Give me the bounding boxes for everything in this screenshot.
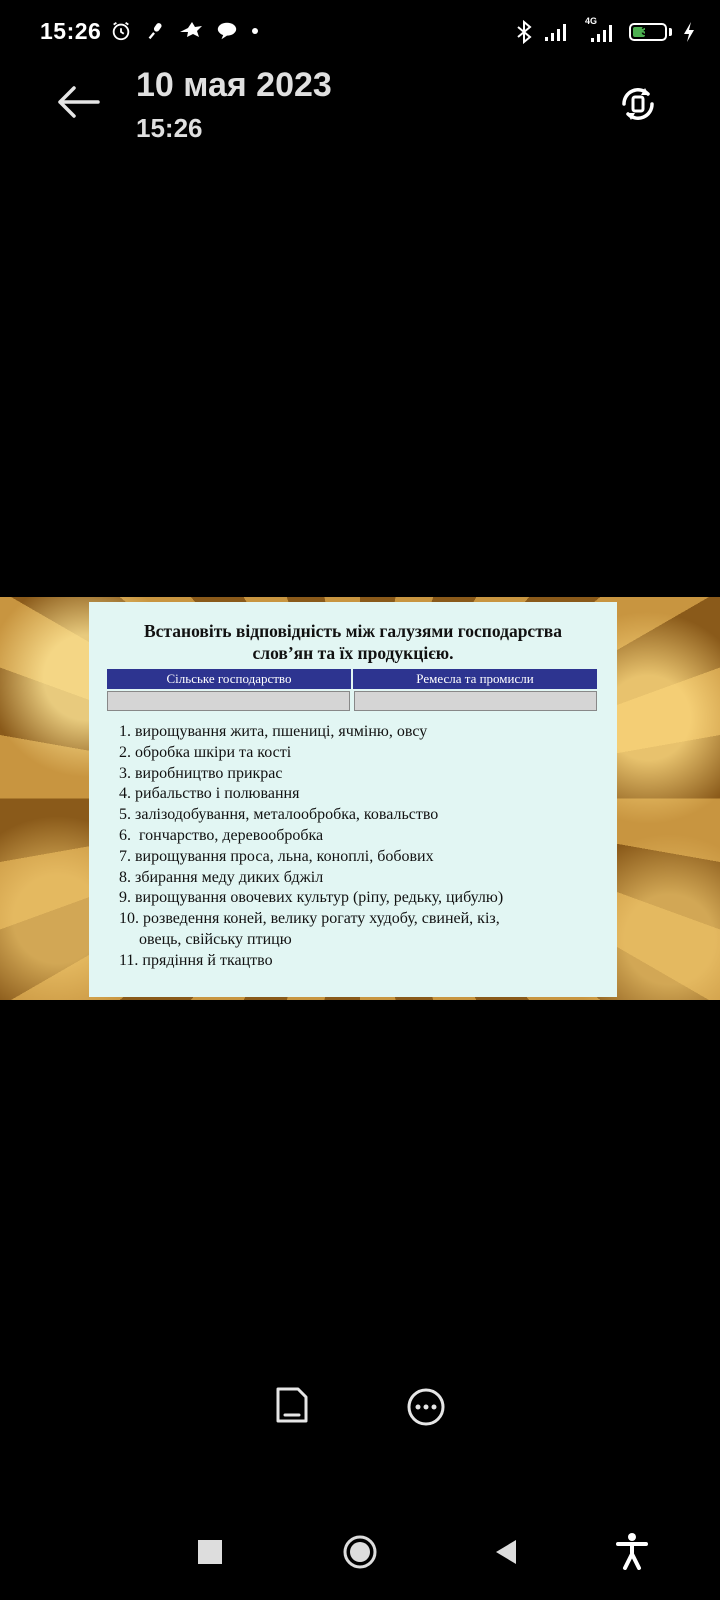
signal-4g-icon xyxy=(581,16,619,44)
home-button[interactable] xyxy=(342,1534,378,1570)
list-item: 4. рибальство і полювання xyxy=(119,785,300,803)
table-cell-agriculture xyxy=(107,691,350,711)
battery-icon xyxy=(629,23,667,41)
list-item: 5. залізодобування, металообробка, ковальство xyxy=(119,806,439,824)
slide-title xyxy=(99,620,607,664)
charging-icon xyxy=(682,21,696,43)
items-list xyxy=(119,722,503,972)
status-icons-left xyxy=(110,20,260,42)
bird-app-icon xyxy=(178,20,204,42)
table-cell-crafts xyxy=(354,691,597,711)
status-time: 15:26 xyxy=(40,18,102,44)
dot-icon xyxy=(250,20,260,42)
slide-title-line1: Встановіть відповідність між галузями господарства xyxy=(143,621,562,641)
chat-bubble-icon xyxy=(216,20,238,42)
accessibility-icon[interactable] xyxy=(614,1532,650,1570)
photo-date: 10 мая 2023 xyxy=(136,66,332,104)
list-item: 10. розведення коней, велику рогату худобу, свиней, кіз, xyxy=(119,910,500,928)
slide-title-line2: слов’ян та їх продукцією. xyxy=(252,643,454,663)
alarm-icon xyxy=(110,20,132,42)
table-header-agriculture: Сільське господарство xyxy=(107,669,353,689)
bluetooth-icon xyxy=(515,20,533,44)
recents-button[interactable] xyxy=(198,1540,222,1564)
table-answer-row xyxy=(107,691,597,711)
list-item: 2. обробка шкіри та кості xyxy=(119,743,292,761)
list-item: овець, свійську птицю xyxy=(119,930,292,948)
microphone-icon xyxy=(144,20,166,42)
battery-level: 39 xyxy=(641,24,655,38)
list-item: 9. вирощування овочевих культур (ріпу, редьку, цибулю) xyxy=(119,889,504,907)
table-header xyxy=(107,669,597,689)
list-item: 11. прядіння й ткацтво xyxy=(119,951,273,969)
table-header-crafts: Ремесла та промисли xyxy=(353,669,597,689)
more-options-icon[interactable] xyxy=(406,1387,446,1427)
signal-icon xyxy=(543,21,571,43)
edit-icon[interactable] xyxy=(274,1385,310,1425)
list-item: 8. збирання меду диких бджіл xyxy=(119,868,324,886)
photo-time: 15:26 xyxy=(136,113,203,143)
list-item: 1. вирощування жита, пшениці, ячміню, овсу xyxy=(119,723,428,740)
nav-back-button[interactable] xyxy=(494,1538,518,1566)
network-label: 4G xyxy=(585,16,598,26)
status-icons-right xyxy=(515,16,696,44)
battery-nub xyxy=(669,28,672,36)
slide xyxy=(89,602,617,997)
rotate-icon[interactable] xyxy=(616,82,660,126)
back-arrow-icon[interactable] xyxy=(54,84,102,120)
list-item: 7. вирощування проса, льна, коноплі, бобових xyxy=(119,847,434,865)
list-item: 6. гончарство, деревообробка xyxy=(119,826,324,844)
list-item: 3. виробництво прикрас xyxy=(119,764,283,782)
